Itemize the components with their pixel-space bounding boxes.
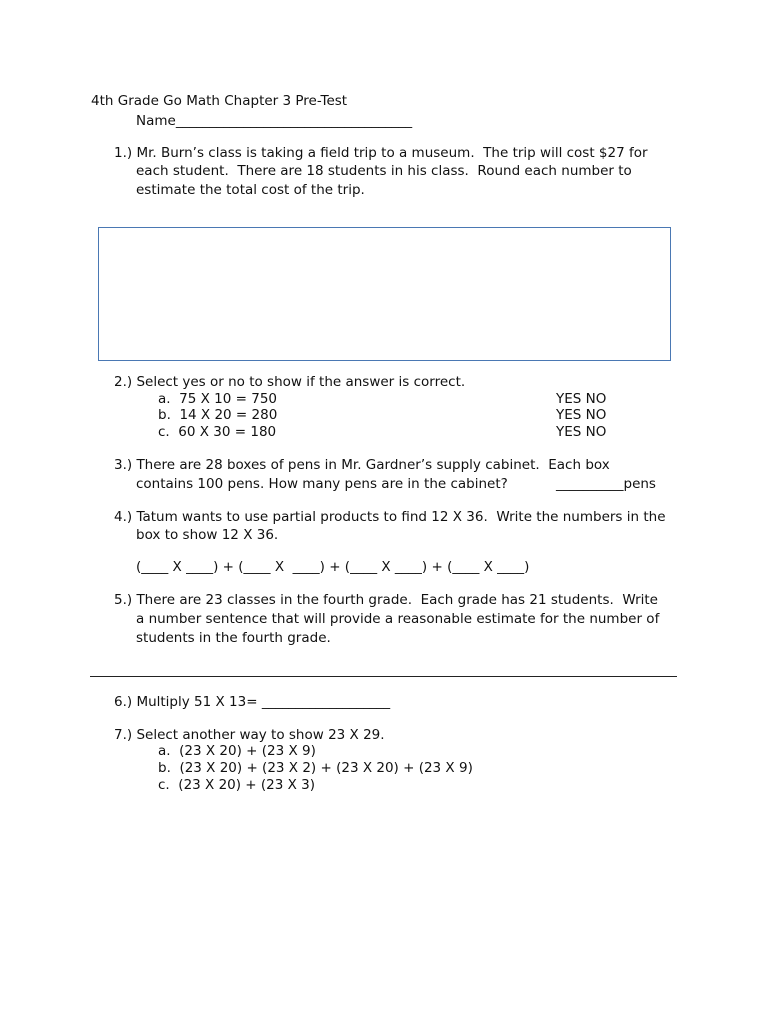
question-1-line-2: each student. There are 18 students in his class. Round each number to	[136, 163, 632, 179]
question-4-line-2: box to show 12 X 36.	[136, 527, 279, 543]
question-5-answer-line[interactable]	[90, 676, 677, 677]
question-5-line-1: 5.) There are 23 classes in the fourth grade. Each grade has 21 students. Write	[114, 592, 658, 608]
question-2-option-c-choices[interactable]: YES NO	[556, 424, 607, 440]
question-1-line-1: 1.) Mr. Burn’s class is taking a field trip to a museum. The trip will cost $27 for	[114, 145, 648, 161]
question-4-template[interactable]: (____ X ____) + (____ X ____) + (____ X ____) + (____ X ____)	[136, 559, 530, 575]
question-2-option-c: c. 60 X 30 = 180	[158, 424, 277, 440]
question-7-option-a[interactable]: a. (23 X 20) + (23 X 9)	[158, 743, 316, 759]
question-5-line-3: students in the fourth grade.	[136, 630, 331, 646]
question-4-line-1: 4.) Tatum wants to use partial products to find 12 X 36. Write the numbers in the	[114, 509, 666, 525]
question-1-line-3: estimate the total cost of the trip.	[136, 182, 365, 198]
name-field[interactable]: Name___________________________________	[136, 113, 413, 129]
question-2-option-a: a. 75 X 10 = 750	[158, 391, 277, 407]
page-title: 4th Grade Go Math Chapter 3 Pre-Test	[91, 93, 348, 109]
question-7-option-c[interactable]: c. (23 X 20) + (23 X 3)	[158, 777, 316, 793]
question-7-prompt: 7.) Select another way to show 23 X 29.	[114, 727, 385, 743]
question-2-prompt: 2.) Select yes or no to show if the answer is correct.	[114, 374, 466, 390]
question-2-option-b: b. 14 X 20 = 280	[158, 407, 278, 423]
question-7-option-b[interactable]: b. (23 X 20) + (23 X 2) + (23 X 20) + (23 X 9)	[158, 760, 473, 776]
question-6[interactable]: 6.) Multiply 51 X 13= ___________________	[114, 694, 391, 710]
question-3-answer-blank[interactable]: __________pens	[556, 476, 656, 492]
question-2-option-b-choices[interactable]: YES NO	[556, 407, 607, 423]
question-1-answer-box[interactable]	[98, 227, 671, 361]
question-5-line-2: a number sentence that will provide a reasonable estimate for the number of	[136, 611, 660, 627]
question-3-line-1: 3.) There are 28 boxes of pens in Mr. Gardner’s supply cabinet. Each box	[114, 457, 610, 473]
question-2-option-a-choices[interactable]: YES NO	[556, 391, 607, 407]
question-3-line-2: contains 100 pens. How many pens are in the cabinet?	[136, 476, 508, 492]
